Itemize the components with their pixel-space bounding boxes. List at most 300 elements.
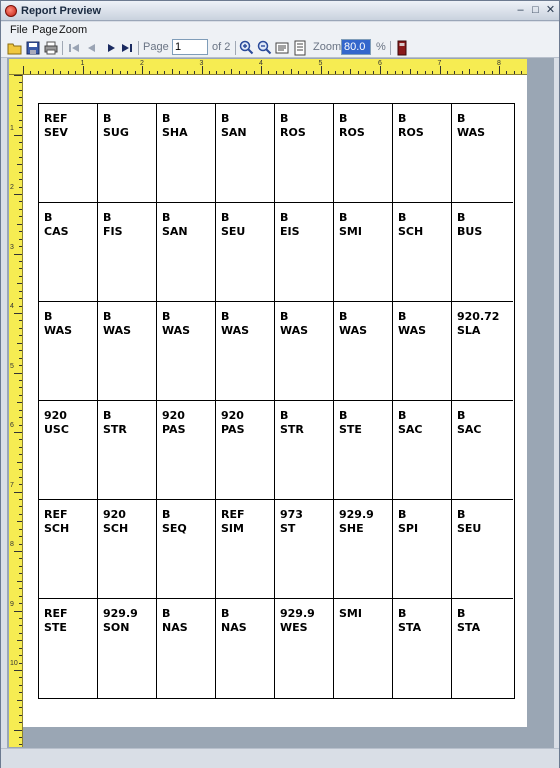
call-number-text: B SEQ xyxy=(162,508,187,535)
call-number-text: B ROS xyxy=(398,112,424,139)
vertical-ruler xyxy=(9,75,23,747)
ruler-tick xyxy=(14,730,22,731)
label-cell xyxy=(334,599,393,698)
open-folder-icon[interactable] xyxy=(7,40,23,56)
first-page-icon[interactable] xyxy=(66,40,82,56)
call-number-text: 929.9 WES xyxy=(280,607,315,634)
ruler-tick xyxy=(19,298,22,299)
label-cell xyxy=(98,599,157,698)
ruler-tick xyxy=(127,71,128,74)
label-cell xyxy=(216,599,275,698)
ruler-tick xyxy=(492,71,493,74)
label-cell xyxy=(216,500,275,599)
label-cell xyxy=(334,401,393,500)
label-cell xyxy=(452,104,513,203)
call-number-text: REF SIM xyxy=(221,508,245,535)
ruler-tick xyxy=(30,71,31,74)
ruler-tick xyxy=(19,291,22,292)
label-cell xyxy=(157,203,216,302)
ruler-tick xyxy=(19,648,22,649)
ruler-tick xyxy=(291,69,292,74)
ruler-tick xyxy=(19,477,22,478)
label-cell xyxy=(98,302,157,401)
label-cell xyxy=(393,203,452,302)
label-cell xyxy=(98,500,157,599)
ruler-tick xyxy=(19,715,22,716)
ruler-tick xyxy=(313,71,314,74)
label-cell xyxy=(334,104,393,203)
label-cell xyxy=(275,500,334,599)
ruler-number: 2 xyxy=(140,60,144,67)
ruler-tick xyxy=(454,71,455,74)
ruler-tick xyxy=(60,71,61,74)
ruler-number: 8 xyxy=(497,60,501,67)
ruler-tick xyxy=(149,71,150,74)
ruler-tick xyxy=(19,149,22,150)
call-number-text: B SPI xyxy=(398,508,419,535)
exit-door-icon[interactable] xyxy=(394,40,410,56)
ruler-tick xyxy=(19,358,22,359)
call-number-text: B SAC xyxy=(457,409,482,436)
ruler-tick xyxy=(19,328,22,329)
label-cell xyxy=(216,401,275,500)
ruler-tick xyxy=(105,71,106,74)
ruler-tick xyxy=(440,66,441,74)
ruler-tick xyxy=(19,633,22,634)
ruler-number: 2 xyxy=(10,184,14,191)
ruler-tick xyxy=(19,536,22,537)
label-cell xyxy=(39,401,98,500)
call-number-text: B EIS xyxy=(280,211,300,238)
menu-page[interactable]: Page xyxy=(32,24,58,36)
call-number-text: B WAS xyxy=(457,112,486,139)
ruler-number: 3 xyxy=(199,60,204,67)
ruler-tick xyxy=(19,387,22,388)
label-cell xyxy=(452,599,513,698)
ruler-tick xyxy=(19,82,22,83)
ruler-tick xyxy=(19,216,22,217)
ruler-tick xyxy=(335,71,336,74)
call-number-text: B CAS xyxy=(44,211,69,238)
label-cell xyxy=(98,203,157,302)
ruler-tick xyxy=(23,66,24,74)
ruler-tick xyxy=(380,66,381,74)
ruler-number: 5 xyxy=(318,60,323,67)
ruler-tick xyxy=(499,66,500,74)
ruler-tick xyxy=(246,71,247,74)
ruler-number: 9 xyxy=(10,600,14,608)
call-number-text: SMI xyxy=(339,607,362,620)
ruler-tick xyxy=(410,69,411,74)
menu-bar xyxy=(1,22,559,38)
ruler-tick xyxy=(19,447,22,448)
label-grid xyxy=(38,103,515,699)
call-number-text: B SAN xyxy=(162,211,188,238)
toolbar-separator xyxy=(390,41,391,55)
maximize-icon[interactable]: □ xyxy=(532,4,539,16)
ruler-tick xyxy=(19,439,22,440)
ruler-tick xyxy=(68,71,69,74)
ruler-tick xyxy=(17,283,22,284)
ruler-tick xyxy=(14,670,22,671)
call-number-text: 920 SCH xyxy=(103,508,129,535)
ruler-tick xyxy=(164,71,165,74)
ruler-number: 7 xyxy=(437,60,442,67)
ruler-tick xyxy=(17,402,22,403)
ruler-tick xyxy=(321,66,322,74)
call-number-text: REF SCH xyxy=(44,508,70,535)
ruler-tick xyxy=(19,365,22,366)
ruler-tick xyxy=(19,737,22,738)
ruler-tick xyxy=(19,469,22,470)
ruler-number: 1 xyxy=(80,60,85,67)
ruler-tick xyxy=(306,71,307,74)
ruler-tick xyxy=(19,246,22,247)
ruler-tick xyxy=(17,462,22,463)
ruler-tick xyxy=(19,514,22,515)
ruler-tick xyxy=(19,157,22,158)
ruler-tick xyxy=(387,71,388,74)
next-page-icon[interactable] xyxy=(103,40,119,56)
call-number-text: 929.9 SHE xyxy=(339,508,374,535)
ruler-tick xyxy=(19,573,22,574)
ruler-tick xyxy=(216,71,217,74)
call-number-text: B SAN xyxy=(221,112,247,139)
ruler-tick xyxy=(19,425,22,426)
label-cell xyxy=(39,302,98,401)
page-width-icon[interactable] xyxy=(274,40,290,56)
call-number-text: B WAS xyxy=(398,310,427,337)
ruler-tick xyxy=(17,105,22,106)
ruler-tick xyxy=(17,581,22,582)
label-cell xyxy=(98,401,157,500)
ruler-tick xyxy=(19,618,22,619)
label-cell xyxy=(393,500,452,599)
ruler-tick xyxy=(19,417,22,418)
ruler-tick xyxy=(19,120,22,121)
label-cell xyxy=(157,104,216,203)
last-page-icon[interactable] xyxy=(119,40,135,56)
ruler-tick xyxy=(19,320,22,321)
ruler-tick xyxy=(17,343,22,344)
ruler-tick xyxy=(395,71,396,74)
label-cell xyxy=(216,203,275,302)
ruler-tick xyxy=(19,506,22,507)
ruler-tick xyxy=(14,135,22,136)
label-cell xyxy=(452,203,513,302)
ruler-tick xyxy=(17,700,22,701)
ruler-tick xyxy=(19,90,22,91)
ruler-tick xyxy=(19,685,22,686)
label-cell xyxy=(275,599,334,698)
call-number-text: 920.72 SLA xyxy=(457,310,500,337)
toolbar-separator xyxy=(62,41,63,55)
ruler-tick xyxy=(17,164,22,165)
ruler-tick xyxy=(14,254,22,255)
label-cell xyxy=(393,302,452,401)
label-cell xyxy=(157,401,216,500)
label-cell xyxy=(452,500,513,599)
ruler-tick xyxy=(120,71,121,74)
label-cell xyxy=(216,302,275,401)
ruler-tick xyxy=(19,97,22,98)
ruler-tick xyxy=(19,179,22,180)
call-number-text: 929.9 SON xyxy=(103,607,138,634)
print-icon[interactable] xyxy=(43,40,59,56)
label-cell xyxy=(393,599,452,698)
ruler-tick xyxy=(328,71,329,74)
ruler-tick xyxy=(14,611,22,612)
ruler-tick xyxy=(14,492,22,493)
ruler-tick xyxy=(19,484,22,485)
call-number-text: B NAS xyxy=(162,607,188,634)
ruler-tick xyxy=(83,66,84,74)
ruler-tick xyxy=(19,268,22,269)
ruler-tick xyxy=(19,529,22,530)
ruler-tick xyxy=(521,71,522,74)
ruler-tick xyxy=(202,66,203,74)
ruler-tick xyxy=(19,335,22,336)
label-cell xyxy=(393,104,452,203)
ruler-tick xyxy=(417,71,418,74)
call-number-text: REF SEV xyxy=(44,112,68,139)
label-cell xyxy=(39,599,98,698)
ruler-number: 4 xyxy=(259,60,263,67)
ruler-tick xyxy=(14,194,22,195)
ruler-number: 3 xyxy=(10,243,14,251)
label-cell xyxy=(275,302,334,401)
toolbar-separator xyxy=(138,41,139,55)
ruler-tick xyxy=(172,69,173,74)
ruler-number: 5 xyxy=(10,362,14,370)
call-number-text: B NAS xyxy=(221,607,247,634)
call-number-text: 920 PAS xyxy=(162,409,186,436)
call-number-text: 920 PAS xyxy=(221,409,245,436)
menu-zoom[interactable]: Zoom xyxy=(59,24,88,36)
title-bar[interactable] xyxy=(1,1,559,21)
label-cell xyxy=(393,401,452,500)
page-number-input[interactable] xyxy=(172,39,208,55)
ruler-tick xyxy=(19,380,22,381)
ruler-tick xyxy=(53,69,54,74)
ruler-tick xyxy=(17,640,22,641)
ruler-tick xyxy=(14,551,22,552)
ruler-tick xyxy=(19,722,22,723)
ruler-tick xyxy=(19,596,22,597)
ruler-tick xyxy=(268,71,269,74)
ruler-tick xyxy=(14,432,22,433)
ruler-tick xyxy=(19,209,22,210)
zoom-label: Zoom xyxy=(313,41,342,53)
ruler-tick xyxy=(19,625,22,626)
call-number-text: REF STE xyxy=(44,607,68,634)
call-number-text: B WAS xyxy=(280,310,309,337)
ruler-tick xyxy=(14,373,22,374)
ruler-tick xyxy=(224,71,225,74)
zoom-out-icon[interactable] xyxy=(257,40,273,56)
ruler-tick xyxy=(469,69,470,74)
ruler-number: 8 xyxy=(10,541,14,548)
ruler-tick xyxy=(358,71,359,74)
ruler-tick xyxy=(19,558,22,559)
ruler-tick xyxy=(19,112,22,113)
ruler-number: 1 xyxy=(10,124,14,132)
ruler-tick xyxy=(17,521,22,522)
ruler-tick xyxy=(14,75,22,76)
ruler-tick xyxy=(425,71,426,74)
ruler-tick xyxy=(19,201,22,202)
zoom-input[interactable] xyxy=(341,39,371,55)
call-number-text: B ROS xyxy=(339,112,365,139)
ruler-number: 10 xyxy=(10,660,18,667)
ruler-tick xyxy=(19,744,22,745)
close-icon[interactable]: ✕ xyxy=(545,4,556,16)
ruler-tick xyxy=(19,395,22,396)
call-number-text: B STR xyxy=(103,409,127,436)
label-cell xyxy=(452,302,513,401)
call-number-text: B WAS xyxy=(103,310,132,337)
ruler-tick xyxy=(19,499,22,500)
label-cell xyxy=(452,401,513,500)
label-cell xyxy=(39,203,98,302)
ruler-tick xyxy=(19,677,22,678)
label-cell xyxy=(275,203,334,302)
minimize-icon[interactable]: – xyxy=(517,4,524,16)
call-number-text: 920 USC xyxy=(44,409,69,436)
ruler-tick xyxy=(45,71,46,74)
call-number-text: B WAS xyxy=(221,310,250,337)
call-number-text: B SCH xyxy=(398,211,424,238)
ruler-tick xyxy=(38,71,39,74)
ruler-tick xyxy=(209,71,210,74)
call-number-text: B WAS xyxy=(339,310,368,337)
ruler-number: 4 xyxy=(10,303,14,310)
app-icon xyxy=(5,5,17,17)
ruler-tick xyxy=(75,71,76,74)
ruler-tick xyxy=(19,692,22,693)
ruler-tick xyxy=(179,71,180,74)
ruler-tick xyxy=(231,69,232,74)
ruler-tick xyxy=(484,71,485,74)
ruler-tick xyxy=(19,454,22,455)
toolbar-separator xyxy=(235,41,236,55)
ruler-tick xyxy=(462,71,463,74)
label-cell xyxy=(157,500,216,599)
zoom-in-icon[interactable] xyxy=(239,40,255,56)
ruler-tick xyxy=(19,663,22,664)
window-title: Report Preview xyxy=(21,5,102,17)
ruler-tick xyxy=(90,71,91,74)
ruler-tick xyxy=(514,71,515,74)
toolbar xyxy=(1,38,559,58)
ruler-tick xyxy=(298,71,299,74)
ruler-tick xyxy=(19,410,22,411)
ruler-tick xyxy=(19,588,22,589)
page-label: Page xyxy=(143,41,169,53)
ruler-tick xyxy=(135,71,136,74)
ruler-tick xyxy=(19,172,22,173)
ruler-tick xyxy=(142,66,143,74)
label-cell xyxy=(39,500,98,599)
ruler-tick xyxy=(19,655,22,656)
status-bar xyxy=(1,748,559,768)
zoom-percent: % xyxy=(376,41,386,53)
ruler-tick xyxy=(19,187,22,188)
ruler-tick xyxy=(19,142,22,143)
call-number-text: B SUG xyxy=(103,112,129,139)
label-cell xyxy=(157,302,216,401)
ruler-number: 6 xyxy=(378,60,382,67)
call-number-text: B SMI xyxy=(339,211,362,238)
ruler-tick xyxy=(373,71,374,74)
ruler-tick xyxy=(187,71,188,74)
ruler-tick xyxy=(19,231,22,232)
ruler-tick xyxy=(254,71,255,74)
ruler-tick xyxy=(402,71,403,74)
horizontal-ruler xyxy=(9,59,527,75)
previous-page-icon[interactable] xyxy=(84,40,100,56)
call-number-text: B SAC xyxy=(398,409,423,436)
label-cell xyxy=(157,599,216,698)
call-number-text: B BUS xyxy=(457,211,483,238)
ruler-tick xyxy=(19,127,22,128)
ruler-tick xyxy=(261,66,262,74)
call-number-text: B SHA xyxy=(162,112,188,139)
ruler-tick xyxy=(506,71,507,74)
ruler-tick xyxy=(477,71,478,74)
call-number-text: B SEU xyxy=(221,211,246,238)
call-number-text: B STR xyxy=(280,409,304,436)
menu-file[interactable]: File xyxy=(10,24,28,36)
save-icon[interactable] xyxy=(25,40,41,56)
ruler-tick xyxy=(19,261,22,262)
ruler-number: 6 xyxy=(10,422,14,429)
whole-page-icon[interactable] xyxy=(292,40,308,56)
call-number-text: B WAS xyxy=(162,310,191,337)
ruler-tick xyxy=(350,69,351,74)
call-number-text: B ROS xyxy=(280,112,306,139)
ruler-tick xyxy=(283,71,284,74)
ruler-tick xyxy=(19,239,22,240)
call-number-text: B STE xyxy=(339,409,362,436)
call-number-text: B WAS xyxy=(44,310,73,337)
call-number-text: B STA xyxy=(457,607,481,634)
ruler-tick xyxy=(19,306,22,307)
ruler-tick xyxy=(194,71,195,74)
label-cell xyxy=(334,203,393,302)
call-number-text: B STA xyxy=(398,607,422,634)
ruler-tick xyxy=(17,224,22,225)
ruler-tick xyxy=(343,71,344,74)
ruler-number: 7 xyxy=(10,481,14,489)
label-cell xyxy=(98,104,157,203)
label-cell xyxy=(275,401,334,500)
call-number-text: B FIS xyxy=(103,211,123,238)
label-cell xyxy=(275,104,334,203)
call-number-text: 973 ST xyxy=(280,508,303,535)
ruler-tick xyxy=(157,71,158,74)
ruler-tick xyxy=(112,69,113,74)
ruler-tick xyxy=(365,71,366,74)
ruler-tick xyxy=(19,276,22,277)
label-cell xyxy=(39,104,98,203)
ruler-tick xyxy=(19,603,22,604)
ruler-tick xyxy=(432,71,433,74)
ruler-tick xyxy=(19,544,22,545)
ruler-tick xyxy=(97,71,98,74)
ruler-tick xyxy=(239,71,240,74)
label-cell xyxy=(334,500,393,599)
